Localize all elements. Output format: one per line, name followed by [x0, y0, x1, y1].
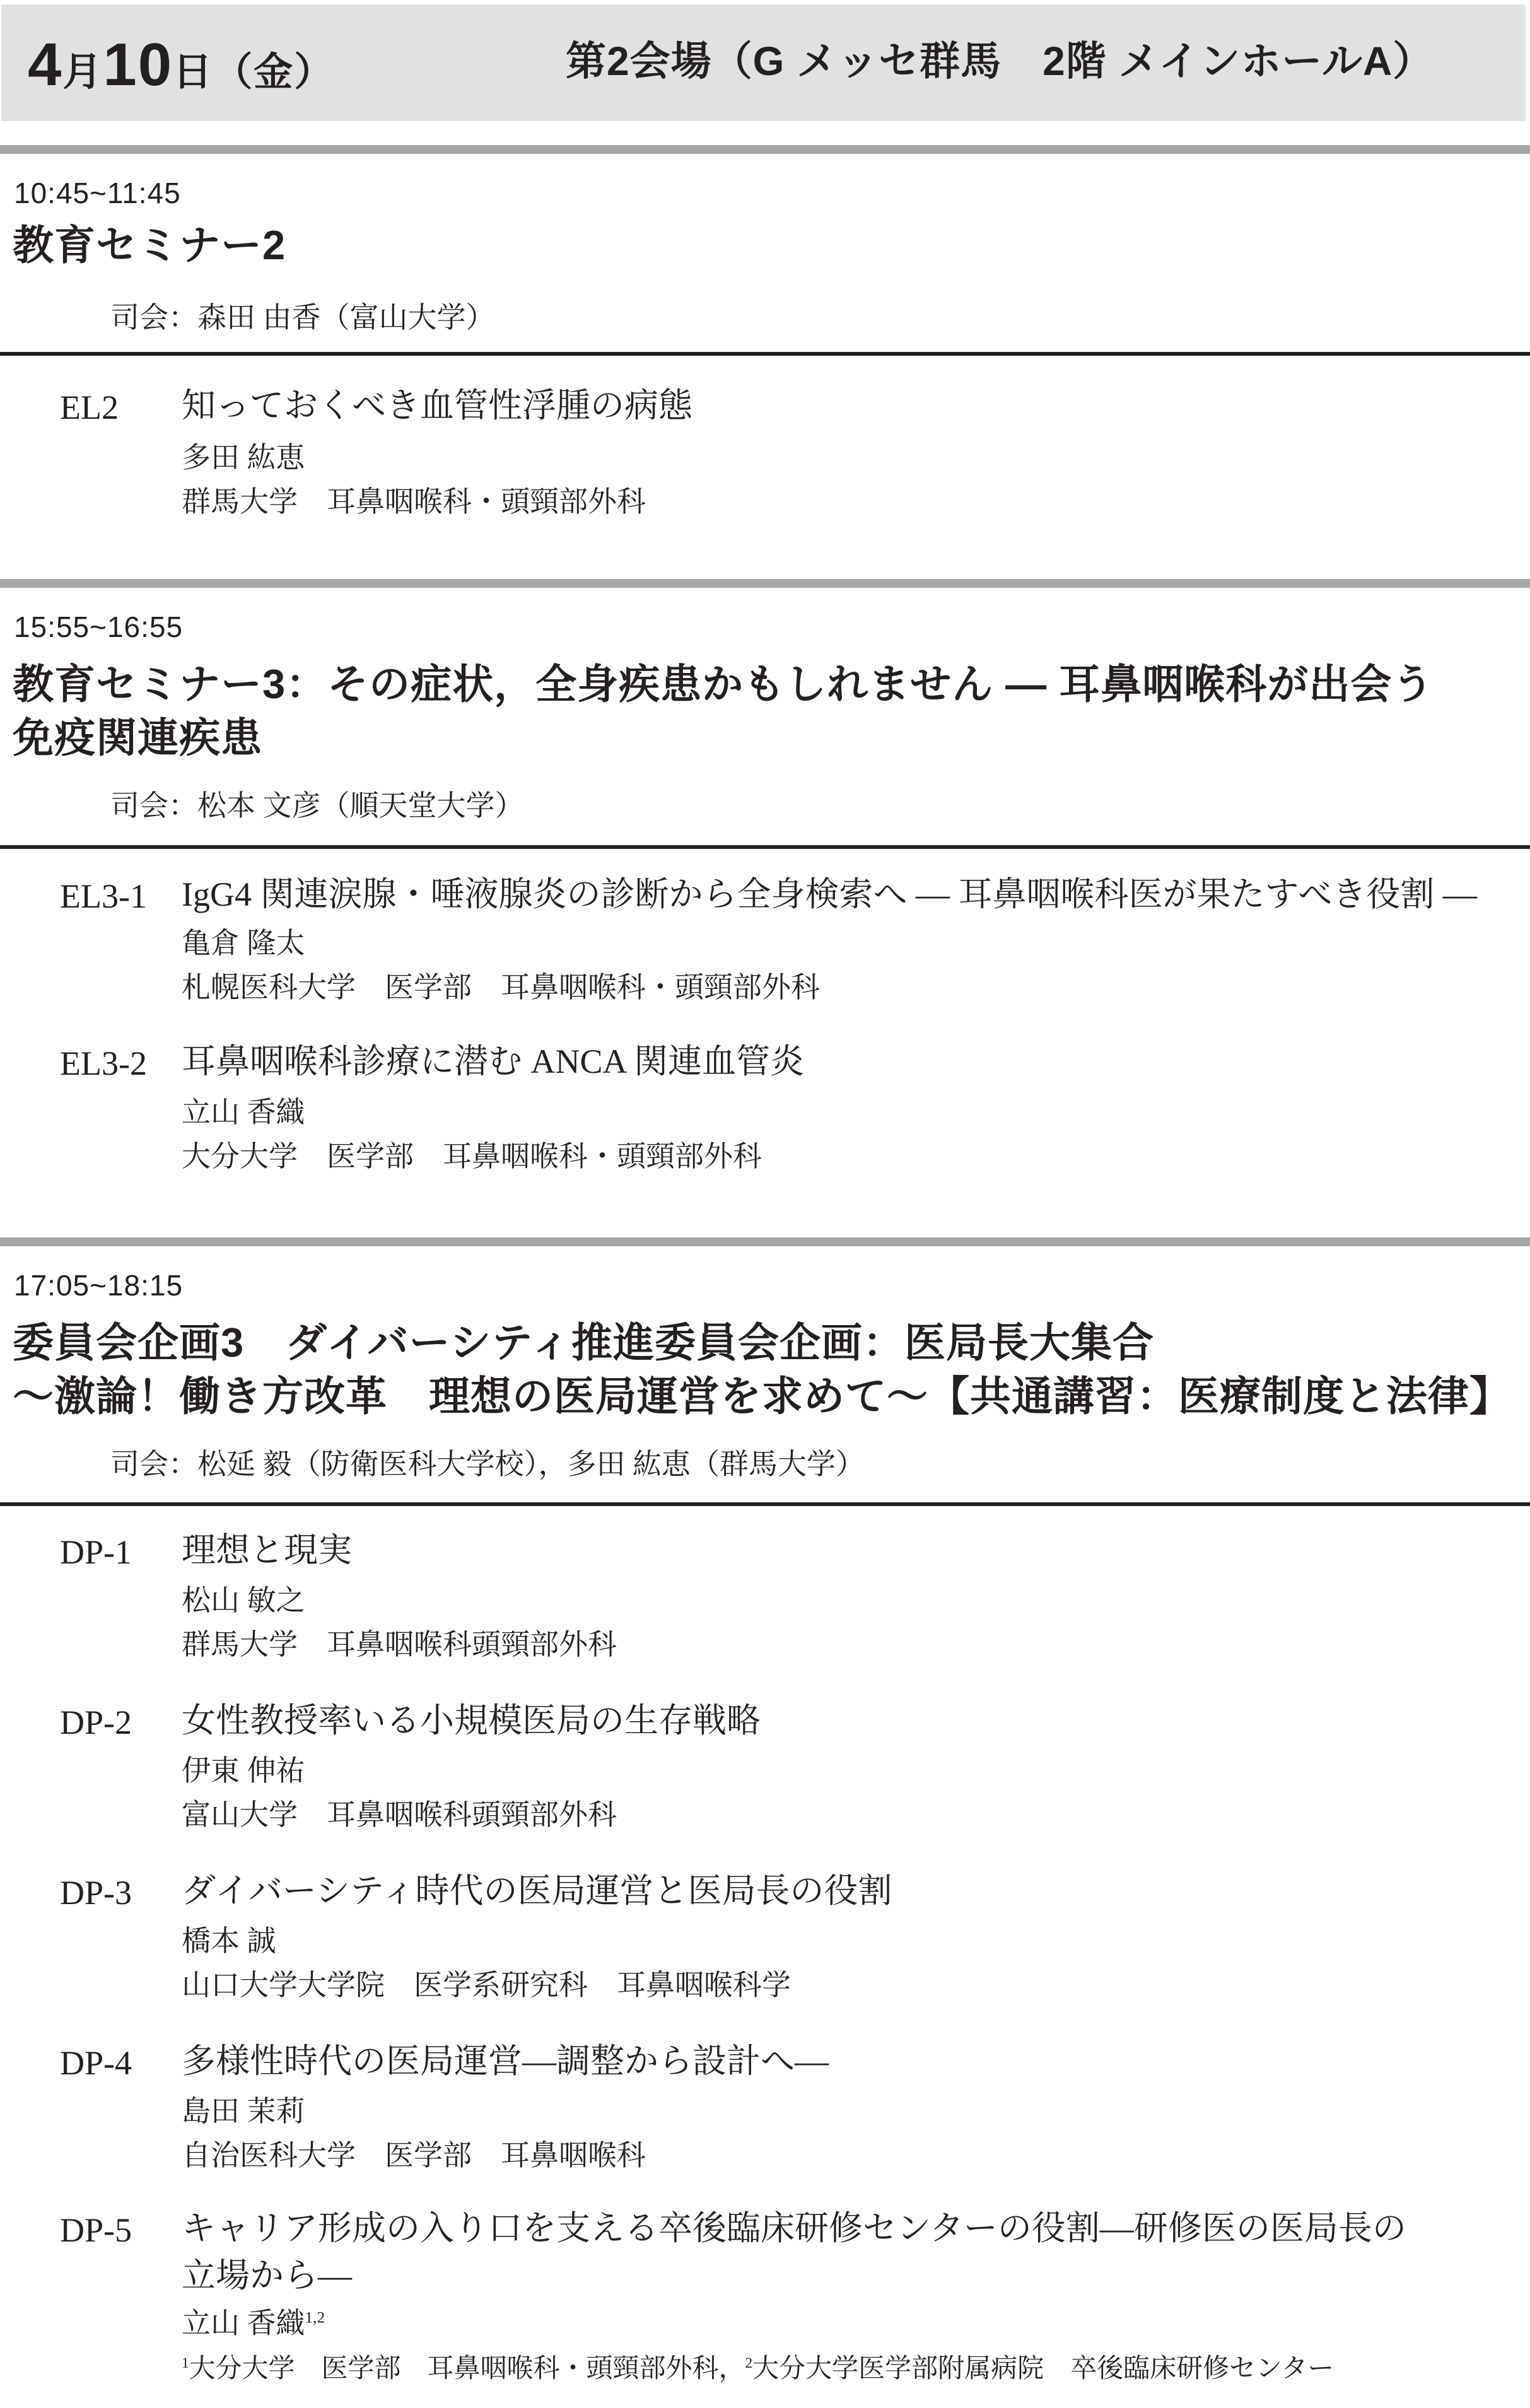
talk-code: DP-3 — [60, 1874, 132, 1912]
header-date — [28, 4, 334, 121]
talk-speaker: 亀倉 隆太 — [182, 927, 305, 959]
talk-code: DP-1 — [60, 1533, 132, 1571]
header-venue: 第2会場（G メッセ群馬 2階 メインホールA） — [566, 38, 1434, 84]
talk-affiliation: 富山大学 耳鼻咽喉科頭頸部外科 — [182, 1799, 617, 1831]
talk-affiliation: 群馬大学 耳鼻咽喉科・頭頸部外科 — [182, 486, 646, 518]
talk-speaker: 松山 敏之 — [182, 1584, 305, 1616]
session1-time: 10:45~11:45 — [14, 177, 181, 209]
talk-affiliation: 山口大学大学院 医学系研究科 耳鼻咽喉科学 — [182, 1969, 791, 2001]
section-separator-bar — [0, 579, 1530, 588]
affiliation1-text: 大分大学 医学部 耳鼻咽喉科・頭頸部外科， — [189, 2354, 745, 2383]
header-date-venue-banner — [1, 4, 1526, 121]
affiliation2-text: 大分大学医学部附属病院 卒後臨床研修センター — [752, 2354, 1334, 2383]
section-separator-bar — [0, 1237, 1530, 1246]
talk-title-line1: キャリア形成の入り口を支える卒後臨床研修センターの役割―研修医の医局長の — [182, 2209, 1406, 2247]
talk-title-line2: 立場から― — [182, 2257, 352, 2294]
talk-speaker: 立山 香織 — [182, 2307, 305, 2339]
session3-title-line1: 委員会企画3 ダイバーシティ推進委員会企画：医局長大集合 — [13, 1319, 1155, 1365]
talk-title: IgG4 関連涙腺・唾液腺炎の診断から全身検索へ ― 耳鼻咽喉科医が果たすべき役割 ― — [182, 875, 1477, 913]
affiliation2-superscript: 2 — [745, 2354, 753, 2371]
talk-speaker: 多田 紘恵 — [182, 441, 305, 474]
talk-affiliation: 札幌医科大学 医学部 耳鼻咽喉科・頭頸部外科 — [182, 971, 820, 1003]
session1-divider-rule — [0, 352, 1530, 356]
talk-title: 多様性時代の医局運営―調整から設計へ― — [182, 2042, 829, 2080]
date-day-number: 10 — [103, 31, 173, 98]
talk-code: EL3-2 — [60, 1044, 147, 1082]
talk-title: ダイバーシティ時代の医局運営と医局長の役割 — [182, 1872, 892, 1910]
talk-speaker-line — [182, 2307, 325, 2341]
talk-code: EL2 — [60, 389, 119, 426]
talk-title: 理想と現実 — [182, 1531, 352, 1569]
talk-code: DP-5 — [60, 2211, 132, 2249]
session2-title-line2: 免疫関連疾患 — [13, 715, 263, 761]
date-month-number: 4 — [28, 31, 63, 98]
session1-moderator: 司会：森田 由香（富山大学） — [110, 301, 495, 334]
talk-code: EL3-1 — [60, 877, 147, 915]
talk-speaker: 伊東 伸祐 — [182, 1755, 305, 1787]
session2-moderator: 司会：松本 文彦（順天堂大学） — [110, 790, 524, 822]
talk-affiliation: 大分大学 医学部 耳鼻咽喉科・頭頸部外科 — [182, 1140, 762, 1172]
talk-code: DP-2 — [60, 1704, 132, 1741]
talk-speaker: 立山 香織 — [182, 1096, 305, 1128]
session2-title-line1: 教育セミナー3：その症状，全身疾患かもしれません ― 耳鼻咽喉科が出会う — [13, 661, 1434, 707]
date-day-label: 日 — [173, 50, 214, 94]
session2-divider-rule — [0, 845, 1530, 849]
session3-time: 17:05~18:15 — [14, 1269, 184, 1302]
session2-time: 15:55~16:55 — [14, 611, 184, 643]
session1-title: 教育セミナー2 — [13, 222, 286, 268]
speaker-affiliation-superscript: 1,2 — [305, 2308, 325, 2327]
session3-title-line2: ～激論！働き方改革 理想の医局運営を求めて～【共通講習：医療制度と法律】 — [13, 1373, 1512, 1419]
talk-affiliation: 群馬大学 耳鼻咽喉科頭頸部外科 — [182, 1628, 617, 1661]
talk-speaker: 橋本 誠 — [182, 1925, 276, 1957]
talk-title: 耳鼻咽喉科診療に潜む ANCA 関連血管炎 — [182, 1043, 805, 1080]
section-separator-bar — [0, 145, 1530, 154]
talk-affiliation: 自治医科大学 医学部 耳鼻咽喉科 — [182, 2139, 646, 2171]
talk-title: 女性教授率いる小規模医局の生存戦略 — [182, 1702, 761, 1739]
date-month-label: 月 — [62, 50, 103, 94]
talk-speaker: 島田 茉莉 — [182, 2095, 305, 2127]
date-weekday: （金） — [213, 50, 335, 94]
affiliation1-superscript: 1 — [182, 2354, 189, 2371]
talk-affiliation-line — [182, 2354, 1334, 2384]
talk-code: DP-4 — [60, 2044, 132, 2082]
session3-moderator: 司会：松延 毅（防衛医科大学校），多田 紘恵（群馬大学） — [110, 1448, 865, 1480]
session3-divider-rule — [0, 1502, 1530, 1506]
talk-title: 知っておくべき血管性浮腫の病態 — [182, 387, 692, 424]
